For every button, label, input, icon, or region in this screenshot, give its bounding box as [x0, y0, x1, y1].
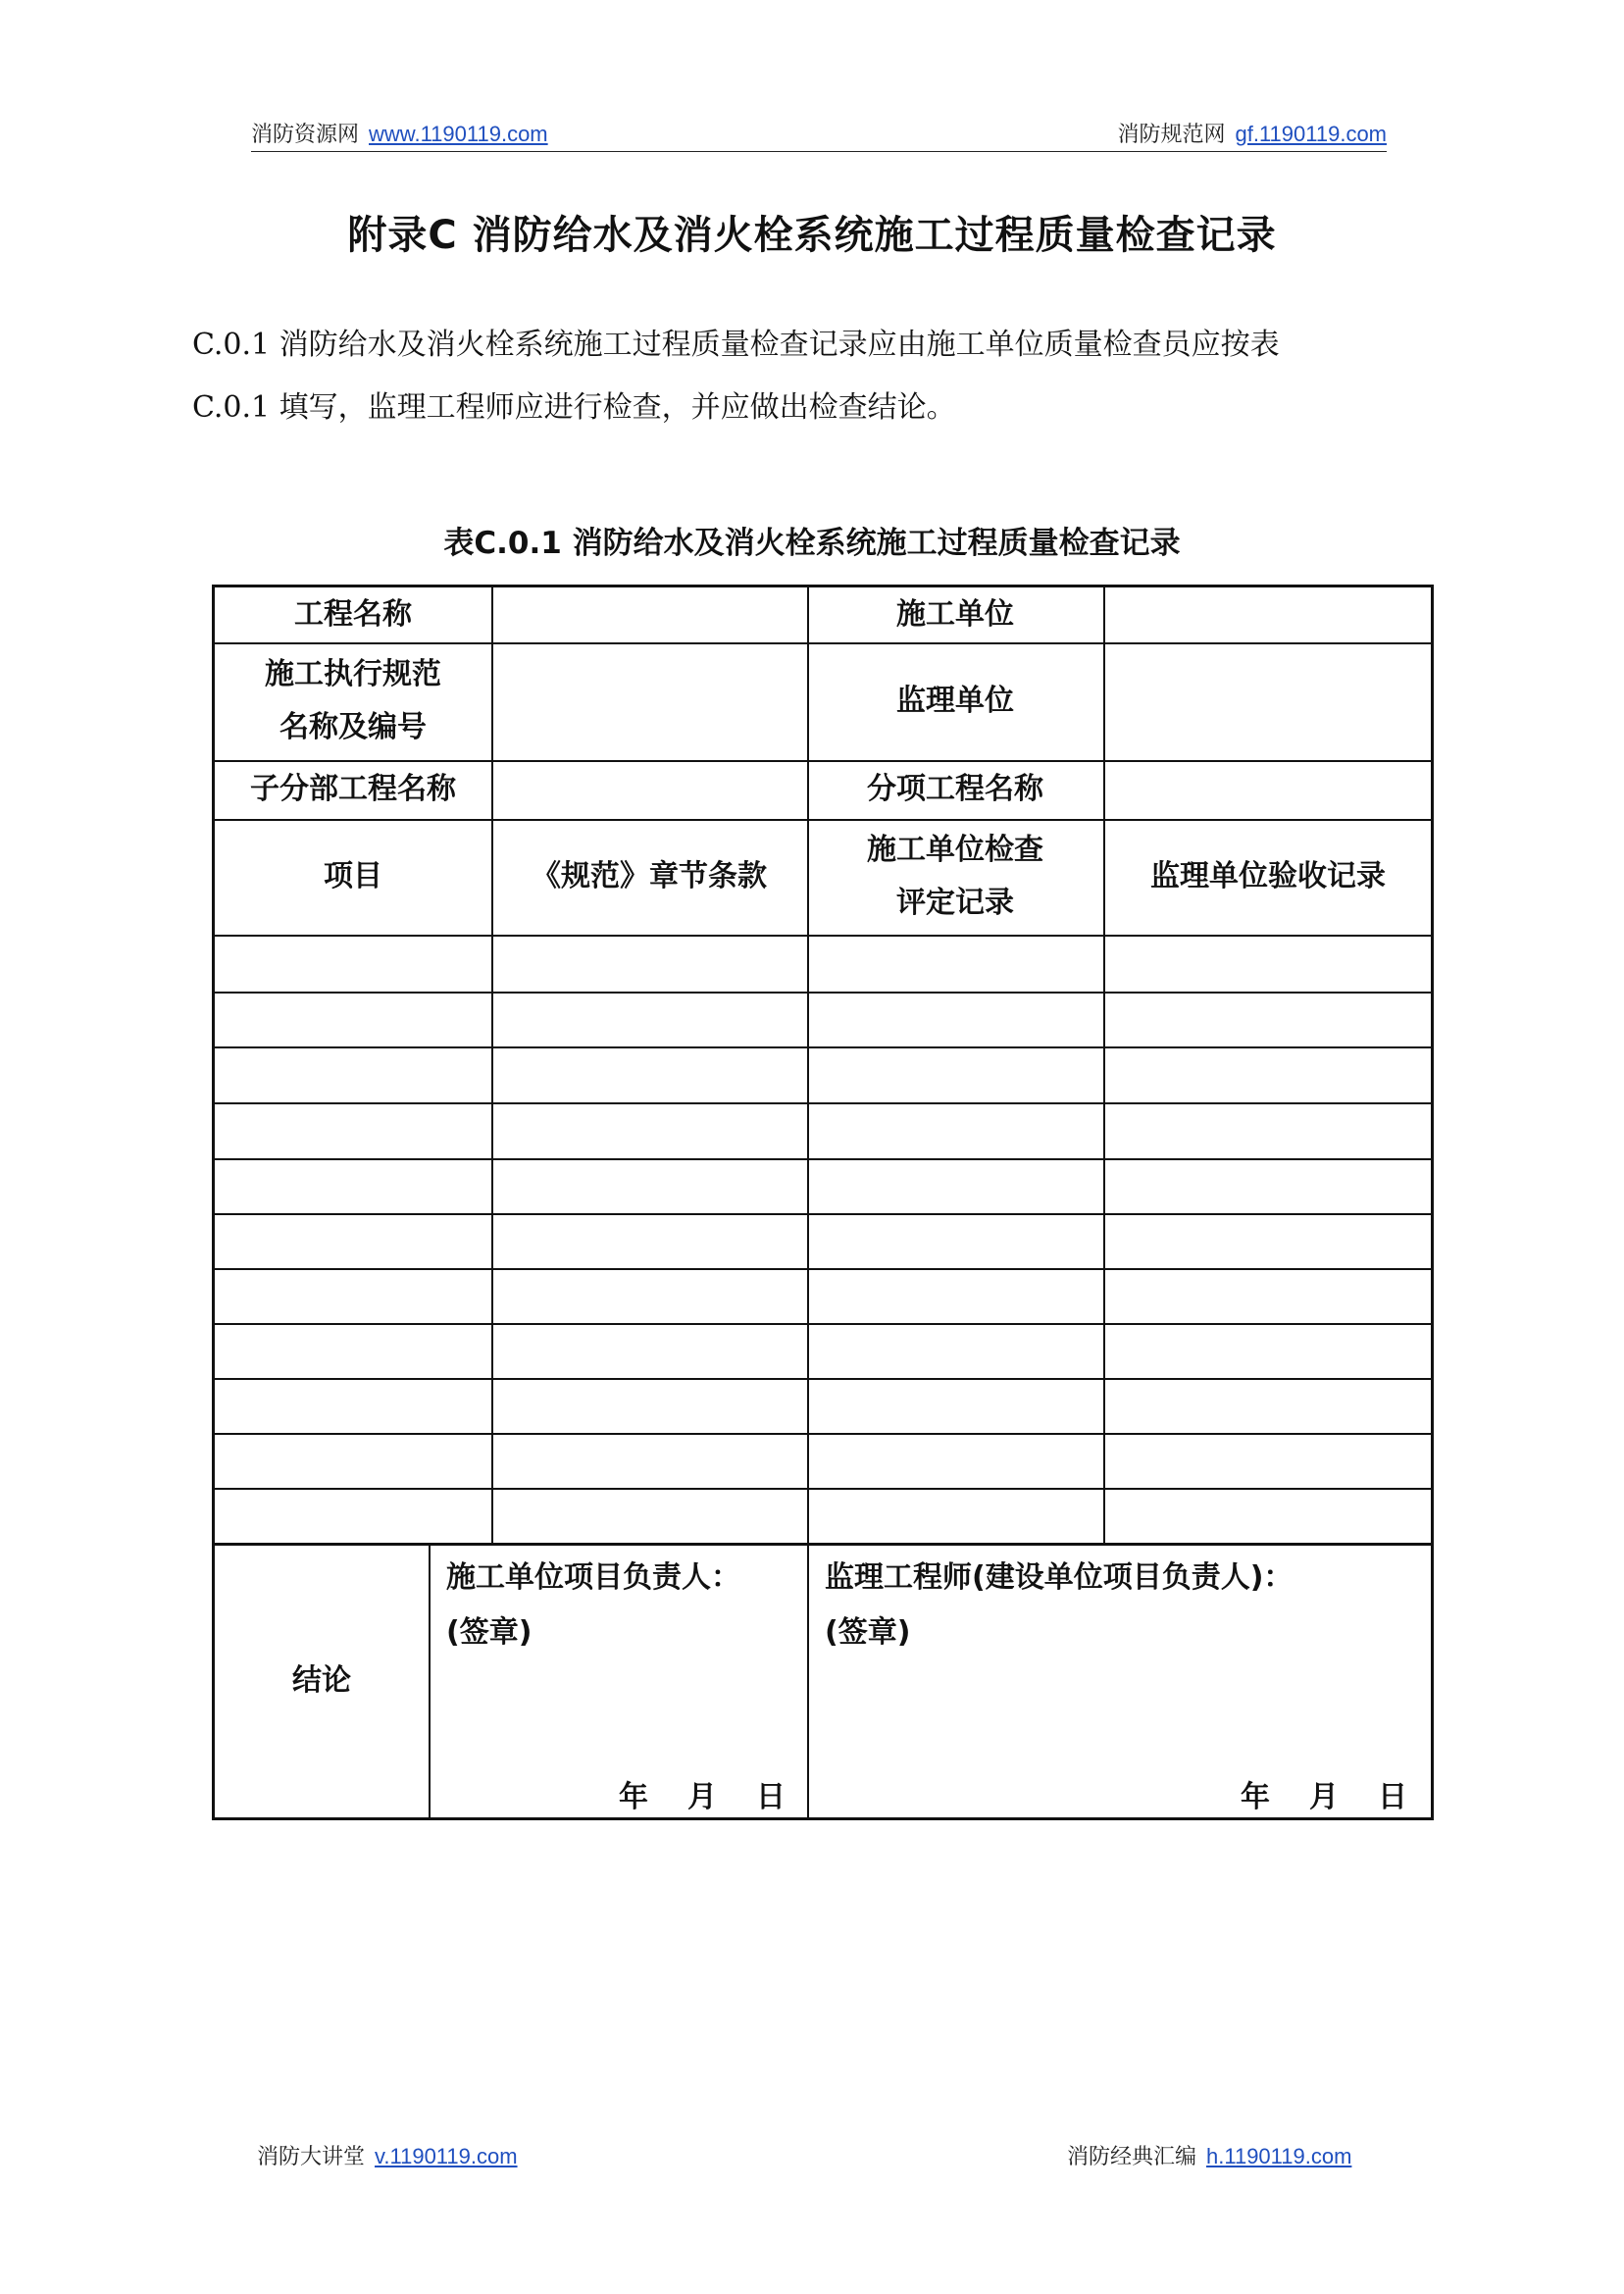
- entry-cell-row-2-col-1[interactable]: [215, 992, 491, 1046]
- page-title: 附录C 消防给水及消火栓系统施工过程质量检查记录: [347, 213, 1277, 258]
- item-project-field[interactable]: [1103, 760, 1433, 819]
- col-header-item: 项目: [324, 859, 382, 893]
- table-caption: 表C.0.1 消防给水及消火栓系统施工过程质量检查记录: [443, 526, 1181, 561]
- header-left-site: 消防资源网: [251, 123, 360, 147]
- label-item-project: 分项工程名称: [867, 772, 1043, 806]
- page-header: [251, 118, 1387, 152]
- entry-cell-row-1-col-1[interactable]: [215, 935, 491, 992]
- construction-unit-field[interactable]: [1103, 587, 1433, 642]
- entry-cell-row-9-col-1[interactable]: [215, 1378, 491, 1433]
- entry-cell-row-6-col-4[interactable]: [1103, 1213, 1433, 1268]
- entry-cell-row-11-col-1[interactable]: [215, 1488, 491, 1543]
- footer-left: [257, 2140, 518, 2174]
- entry-cell-row-7-col-3[interactable]: [807, 1268, 1103, 1323]
- entry-cell-row-3-col-1[interactable]: [215, 1046, 491, 1102]
- label-spec-name-line2: 名称及编号: [279, 710, 427, 744]
- entry-cell-row-8-col-4[interactable]: [1103, 1323, 1433, 1378]
- label-spec-name-line1: 施工执行规范: [265, 657, 441, 691]
- entry-cell-row-2-col-4[interactable]: [1103, 992, 1433, 1046]
- entry-cell-row-1-col-2[interactable]: [491, 935, 807, 992]
- supervision-sign-block: [825, 1551, 1293, 1660]
- footer-left-site: 消防大讲堂: [257, 2145, 366, 2169]
- entry-cell-row-10-col-3[interactable]: [807, 1433, 1103, 1488]
- entry-cell-row-2-col-3[interactable]: [807, 992, 1103, 1046]
- entry-cell-row-3-col-2[interactable]: [491, 1046, 807, 1102]
- entry-cell-row-8-col-2[interactable]: [491, 1323, 807, 1378]
- label-project-name: 工程名称: [294, 597, 412, 632]
- label-sub-project: 子分部工程名称: [250, 772, 456, 806]
- date-month: 月: [1309, 1780, 1341, 1814]
- entry-cell-row-5-col-3[interactable]: [807, 1158, 1103, 1213]
- entry-cell-row-4-col-3[interactable]: [807, 1102, 1103, 1158]
- entry-cell-row-11-col-4[interactable]: [1103, 1488, 1433, 1543]
- col-divider: [429, 1543, 431, 1819]
- construction-seal-label: (签章): [446, 1615, 533, 1650]
- col-header-clause: 《规范》章节条款: [532, 859, 767, 893]
- header-left: [251, 118, 548, 152]
- label-conclusion: 结论: [292, 1663, 351, 1698]
- entry-cell-row-9-col-4[interactable]: [1103, 1378, 1433, 1433]
- date-month: 月: [687, 1780, 719, 1814]
- entry-cell-row-3-col-4[interactable]: [1103, 1046, 1433, 1102]
- entry-cell-row-6-col-1[interactable]: [215, 1213, 491, 1268]
- entry-cell-row-10-col-4[interactable]: [1103, 1433, 1433, 1488]
- label-supervision-unit: 监理单位: [896, 684, 1014, 718]
- entry-cell-row-9-col-2[interactable]: [491, 1378, 807, 1433]
- date-year: 年: [619, 1780, 650, 1814]
- construction-leader-label: 施工单位项目负责人：: [446, 1560, 740, 1595]
- entry-cell-row-5-col-4[interactable]: [1103, 1158, 1433, 1213]
- entry-cell-row-7-col-1[interactable]: [215, 1268, 491, 1323]
- entry-cell-row-5-col-1[interactable]: [215, 1158, 491, 1213]
- footer-right-site: 消防经典汇编: [1067, 2145, 1197, 2169]
- project-name-field[interactable]: [491, 587, 807, 642]
- supervision-seal-label: (签章): [825, 1615, 911, 1650]
- entry-cell-row-1-col-4[interactable]: [1103, 935, 1433, 992]
- entry-cell-row-11-col-3[interactable]: [807, 1488, 1103, 1543]
- spec-name-field[interactable]: [491, 642, 807, 760]
- construction-sign-date[interactable]: [619, 1772, 787, 1815]
- footer-right: [1067, 2140, 1351, 2174]
- header-right-site: 消防规范网: [1117, 123, 1226, 147]
- date-day: 日: [756, 1780, 787, 1814]
- entry-cell-row-11-col-2[interactable]: [491, 1488, 807, 1543]
- footer-left-link[interactable]: v.1190119.com: [375, 2144, 518, 2168]
- header-left-link[interactable]: www.1190119.com: [369, 122, 548, 146]
- label-spec-name: [215, 642, 491, 760]
- supervision-unit-field[interactable]: [1103, 642, 1433, 760]
- entry-cell-row-10-col-2[interactable]: [491, 1433, 807, 1488]
- entry-cell-row-8-col-3[interactable]: [807, 1323, 1103, 1378]
- sub-project-field[interactable]: [491, 760, 807, 819]
- supervision-engineer-label: 监理工程师(建设单位项目负责人)：: [825, 1560, 1294, 1595]
- construction-sign-block: [446, 1551, 740, 1660]
- paragraph-line-2: C.0.1 填写，监理工程师应进行检查，并应做出检查结论。: [192, 390, 956, 425]
- entry-cell-row-9-col-3[interactable]: [807, 1378, 1103, 1433]
- entry-cell-row-3-col-3[interactable]: [807, 1046, 1103, 1102]
- entry-cell-row-4-col-4[interactable]: [1103, 1102, 1433, 1158]
- supervision-sign-date[interactable]: [1241, 1772, 1409, 1815]
- entry-cell-row-10-col-1[interactable]: [215, 1433, 491, 1488]
- entry-cell-row-4-col-1[interactable]: [215, 1102, 491, 1158]
- entry-cell-row-8-col-1[interactable]: [215, 1323, 491, 1378]
- label-construction-unit: 施工单位: [896, 597, 1014, 632]
- entry-cell-row-1-col-3[interactable]: [807, 935, 1103, 992]
- entry-cell-row-5-col-2[interactable]: [491, 1158, 807, 1213]
- paragraph-line-1: C.0.1 消防给水及消火栓系统施工过程质量检查记录应由施工单位质量检查员应按表: [192, 328, 1280, 362]
- date-day: 日: [1378, 1780, 1409, 1814]
- col-header-acceptance: 监理单位验收记录: [1150, 859, 1386, 893]
- col-header-evaluation: [807, 819, 1103, 935]
- inspection-record-table: [212, 585, 1434, 1820]
- header-right: [1117, 118, 1387, 152]
- entry-cell-row-7-col-2[interactable]: [491, 1268, 807, 1323]
- date-year: 年: [1241, 1780, 1272, 1814]
- footer-right-link[interactable]: h.1190119.com: [1206, 2144, 1352, 2168]
- entry-cell-row-4-col-2[interactable]: [491, 1102, 807, 1158]
- entry-cell-row-6-col-2[interactable]: [491, 1213, 807, 1268]
- entry-cell-row-2-col-2[interactable]: [491, 992, 807, 1046]
- entry-cell-row-6-col-3[interactable]: [807, 1213, 1103, 1268]
- header-right-link[interactable]: gf.1190119.com: [1235, 122, 1387, 146]
- col-header-evaluation-line2: 评定记录: [896, 886, 1014, 920]
- col-header-evaluation-line1: 施工单位检查: [867, 833, 1043, 867]
- entry-cell-row-7-col-4[interactable]: [1103, 1268, 1433, 1323]
